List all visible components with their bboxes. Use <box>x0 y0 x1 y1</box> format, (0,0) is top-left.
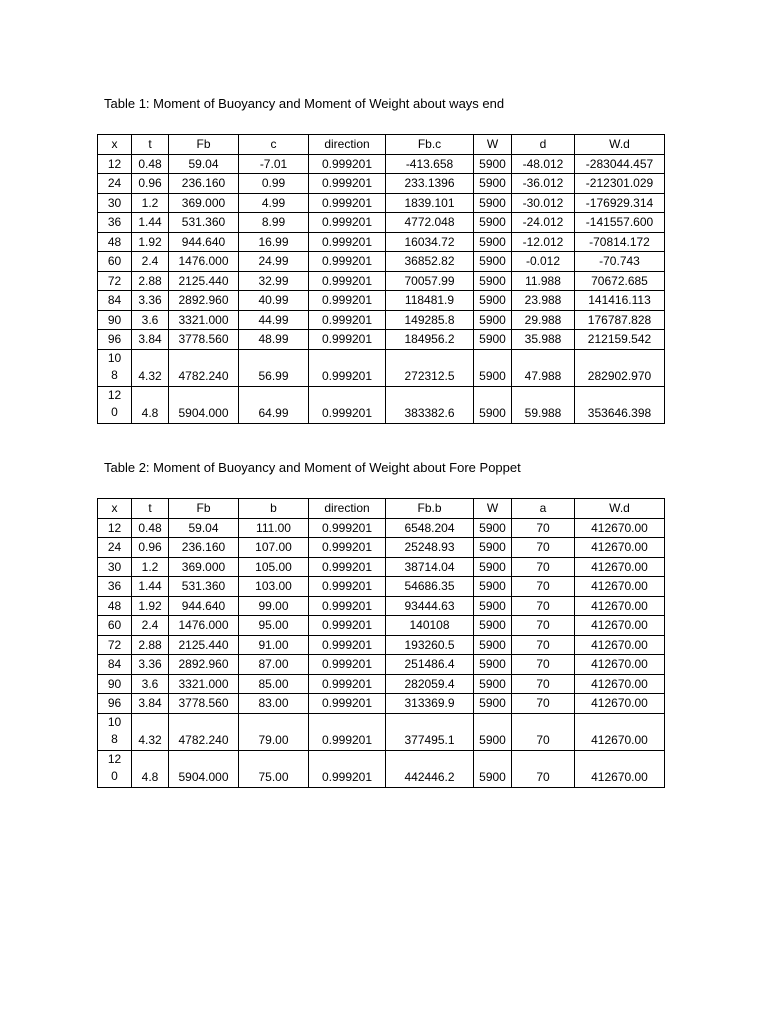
table-cell: 95.00 <box>239 616 309 636</box>
table-cell: 83.00 <box>239 694 309 714</box>
table-cell: 25248.93 <box>386 538 474 558</box>
column-header: W.d <box>575 499 665 519</box>
table-cell: 5900 <box>474 193 512 213</box>
table-cell: 0.999201 <box>309 694 386 714</box>
table-cell: 2125.440 <box>169 271 239 291</box>
table2-caption: Table 2: Moment of Buoyancy and Moment of Weight about Fore Poppet <box>104 460 521 475</box>
table-cell: 72 <box>98 635 132 655</box>
table1 <box>97 134 665 424</box>
table-cell: 0.999201 <box>309 213 386 233</box>
table-cell: 412670.00 <box>575 635 665 655</box>
table-cell: 5900 <box>474 596 512 616</box>
table-cell: 353646.398 <box>575 386 665 423</box>
column-header: Fb.c <box>386 135 474 155</box>
table-cell: 5900 <box>474 271 512 291</box>
table-cell: 3.6 <box>132 674 169 694</box>
table-cell: 1839.101 <box>386 193 474 213</box>
table-cell: 140108 <box>386 616 474 636</box>
table-cell: 1.2 <box>132 557 169 577</box>
table-cell: -176929.314 <box>575 193 665 213</box>
table-cell: 75.00 <box>239 750 309 787</box>
table-cell: 70 <box>512 674 575 694</box>
table-cell: 0.96 <box>132 174 169 194</box>
table-cell: 5900 <box>474 655 512 675</box>
table-cell: 79.00 <box>239 713 309 750</box>
table-cell: 70 <box>512 713 575 750</box>
table-cell: 24.99 <box>239 252 309 272</box>
table-cell: 2892.960 <box>169 291 239 311</box>
table-cell: 70 <box>512 557 575 577</box>
column-header: d <box>512 135 575 155</box>
table-cell: 0.999201 <box>309 557 386 577</box>
table-cell: 5900 <box>474 713 512 750</box>
table-cell: 30 <box>98 193 132 213</box>
column-header: x <box>98 499 132 519</box>
table-cell: 412670.00 <box>575 713 665 750</box>
table-cell: 12 0 <box>98 750 132 787</box>
table-cell: 48.99 <box>239 330 309 350</box>
table-cell: 0.48 <box>132 518 169 538</box>
table-cell: 70 <box>512 577 575 597</box>
table-cell: 2.4 <box>132 616 169 636</box>
table-cell: 149285.8 <box>386 310 474 330</box>
table-cell: 103.00 <box>239 577 309 597</box>
table-row <box>98 713 665 750</box>
table-row <box>98 154 665 174</box>
table-cell: 70 <box>512 635 575 655</box>
table-cell: 54686.35 <box>386 577 474 597</box>
column-header: c <box>239 135 309 155</box>
table-row <box>98 174 665 194</box>
table-cell: 3321.000 <box>169 674 239 694</box>
table-cell: 5900 <box>474 750 512 787</box>
table-row <box>98 213 665 233</box>
table-cell: 531.360 <box>169 577 239 597</box>
table-cell: 236.160 <box>169 174 239 194</box>
table-cell: 5900 <box>474 232 512 252</box>
table-cell: 0.999201 <box>309 713 386 750</box>
table-row <box>98 750 665 787</box>
table-cell: 272312.5 <box>386 349 474 386</box>
table-cell: 0.999201 <box>309 635 386 655</box>
column-header: b <box>239 499 309 519</box>
table-cell: 40.99 <box>239 291 309 311</box>
table-cell: 5900 <box>474 252 512 272</box>
table-cell: 5900 <box>474 310 512 330</box>
table-cell: 4.32 <box>132 713 169 750</box>
table-cell: 8.99 <box>239 213 309 233</box>
table-cell: 5900 <box>474 538 512 558</box>
table-cell: 23.988 <box>512 291 575 311</box>
table-cell: 0.48 <box>132 154 169 174</box>
table-cell: 16034.72 <box>386 232 474 252</box>
table-cell: 24 <box>98 174 132 194</box>
table-cell: 70 <box>512 750 575 787</box>
table-cell: 251486.4 <box>386 655 474 675</box>
table-cell: -0.012 <box>512 252 575 272</box>
table-cell: -212301.029 <box>575 174 665 194</box>
table-cell: 0.999201 <box>309 674 386 694</box>
table-cell: 377495.1 <box>386 713 474 750</box>
table-cell: 30 <box>98 557 132 577</box>
table-cell: 5900 <box>474 577 512 597</box>
table-cell: 2125.440 <box>169 635 239 655</box>
table-row <box>98 232 665 252</box>
table-cell: 0.999201 <box>309 750 386 787</box>
table-cell: 412670.00 <box>575 674 665 694</box>
table-cell: 944.640 <box>169 596 239 616</box>
table-cell: 3321.000 <box>169 310 239 330</box>
table-cell: 70 <box>512 596 575 616</box>
table-cell: -24.012 <box>512 213 575 233</box>
table-cell: 96 <box>98 694 132 714</box>
table-cell: 0.999201 <box>309 616 386 636</box>
column-header: a <box>512 499 575 519</box>
table-cell: 4.8 <box>132 750 169 787</box>
table-cell: 236.160 <box>169 538 239 558</box>
table1-header-row <box>98 135 665 155</box>
table-cell: 5900 <box>474 635 512 655</box>
table-cell: 85.00 <box>239 674 309 694</box>
table-cell: 5900 <box>474 674 512 694</box>
table-cell: 84 <box>98 291 132 311</box>
table-cell: 6548.204 <box>386 518 474 538</box>
table-cell: 70 <box>512 655 575 675</box>
table-cell: 32.99 <box>239 271 309 291</box>
column-header: direction <box>309 135 386 155</box>
table-row <box>98 694 665 714</box>
table-cell: 944.640 <box>169 232 239 252</box>
table-cell: 412670.00 <box>575 518 665 538</box>
table-cell: 0.999201 <box>309 232 386 252</box>
table-row <box>98 557 665 577</box>
table-cell: 11.988 <box>512 271 575 291</box>
table-cell: 47.988 <box>512 349 575 386</box>
table-cell: 36852.82 <box>386 252 474 272</box>
table-cell: 4.8 <box>132 386 169 423</box>
table-cell: 48 <box>98 596 132 616</box>
column-header: Fb <box>169 499 239 519</box>
table-cell: -70.743 <box>575 252 665 272</box>
table-cell: 90 <box>98 310 132 330</box>
table-cell: 2892.960 <box>169 655 239 675</box>
table-row <box>98 310 665 330</box>
table-cell: 5900 <box>474 291 512 311</box>
table-cell: -48.012 <box>512 154 575 174</box>
table-cell: 0.999201 <box>309 577 386 597</box>
table-cell: 38714.04 <box>386 557 474 577</box>
table-cell: 282902.970 <box>575 349 665 386</box>
table-cell: 412670.00 <box>575 694 665 714</box>
table-cell: 412670.00 <box>575 577 665 597</box>
column-header: W <box>474 135 512 155</box>
table-cell: 64.99 <box>239 386 309 423</box>
column-header: Fb.b <box>386 499 474 519</box>
table-cell: 282059.4 <box>386 674 474 694</box>
table-row <box>98 252 665 272</box>
table-cell: 12 <box>98 154 132 174</box>
table-cell: 16.99 <box>239 232 309 252</box>
table-cell: 93444.63 <box>386 596 474 616</box>
table-cell: 4782.240 <box>169 349 239 386</box>
table-cell: 5904.000 <box>169 750 239 787</box>
table-row <box>98 330 665 350</box>
table-cell: 5900 <box>474 694 512 714</box>
table-cell: 105.00 <box>239 557 309 577</box>
table-cell: 3.6 <box>132 310 169 330</box>
table-cell: 3778.560 <box>169 330 239 350</box>
table-cell: 3.36 <box>132 291 169 311</box>
table-cell: 5900 <box>474 386 512 423</box>
table-cell: 4772.048 <box>386 213 474 233</box>
table-cell: 0.999201 <box>309 174 386 194</box>
table-cell: 531.360 <box>169 213 239 233</box>
table-cell: 1.92 <box>132 232 169 252</box>
table-cell: 0.999201 <box>309 349 386 386</box>
column-header: t <box>132 499 169 519</box>
column-header: Fb <box>169 135 239 155</box>
table-cell: 87.00 <box>239 655 309 675</box>
table-cell: 412670.00 <box>575 616 665 636</box>
table-cell: 3778.560 <box>169 694 239 714</box>
table-row <box>98 674 665 694</box>
table-cell: 176787.828 <box>575 310 665 330</box>
table-cell: 0.99 <box>239 174 309 194</box>
table-cell: -7.01 <box>239 154 309 174</box>
table-cell: 118481.9 <box>386 291 474 311</box>
table-cell: -141557.600 <box>575 213 665 233</box>
table-cell: 96 <box>98 330 132 350</box>
table-cell: 0.999201 <box>309 655 386 675</box>
table-cell: 212159.542 <box>575 330 665 350</box>
table-row <box>98 271 665 291</box>
table-cell: 107.00 <box>239 538 309 558</box>
column-header: t <box>132 135 169 155</box>
table-cell: 70 <box>512 538 575 558</box>
table-cell: 412670.00 <box>575 538 665 558</box>
table-cell: 369.000 <box>169 557 239 577</box>
table-cell: 70 <box>512 616 575 636</box>
table-cell: 369.000 <box>169 193 239 213</box>
table-cell: 5900 <box>474 174 512 194</box>
table-cell: 99.00 <box>239 596 309 616</box>
table-cell: 10 8 <box>98 349 132 386</box>
table-cell: 35.988 <box>512 330 575 350</box>
table-cell: 233.1396 <box>386 174 474 194</box>
table-cell: 1.44 <box>132 213 169 233</box>
table-cell: 5900 <box>474 518 512 538</box>
table-cell: 59.04 <box>169 518 239 538</box>
table-cell: 1.2 <box>132 193 169 213</box>
table-cell: 2.4 <box>132 252 169 272</box>
table-cell: 90 <box>98 674 132 694</box>
table-cell: 72 <box>98 271 132 291</box>
table-cell: 1.44 <box>132 577 169 597</box>
table-cell: 442446.2 <box>386 750 474 787</box>
table-cell: 4782.240 <box>169 713 239 750</box>
table-cell: 5904.000 <box>169 386 239 423</box>
table-cell: 412670.00 <box>575 557 665 577</box>
table-cell: 91.00 <box>239 635 309 655</box>
table-row <box>98 518 665 538</box>
table-cell: 412670.00 <box>575 750 665 787</box>
table-row <box>98 635 665 655</box>
table-cell: -70814.172 <box>575 232 665 252</box>
table-cell: 0.999201 <box>309 386 386 423</box>
table2-header-row <box>98 499 665 519</box>
table-cell: 0.999201 <box>309 252 386 272</box>
table-cell: 0.999201 <box>309 538 386 558</box>
table-row <box>98 349 665 386</box>
table-row <box>98 616 665 636</box>
table-cell: 59.988 <box>512 386 575 423</box>
table-cell: 111.00 <box>239 518 309 538</box>
table-cell: 29.988 <box>512 310 575 330</box>
table-cell: 0.96 <box>132 538 169 558</box>
table-cell: 5900 <box>474 349 512 386</box>
table-cell: 5900 <box>474 557 512 577</box>
table-cell: 4.99 <box>239 193 309 213</box>
table-cell: 5900 <box>474 213 512 233</box>
table1-caption: Table 1: Moment of Buoyancy and Moment of Weight about ways end <box>104 96 505 111</box>
table-cell: 5900 <box>474 330 512 350</box>
column-header: W.d <box>575 135 665 155</box>
table-cell: 60 <box>98 616 132 636</box>
table-cell: 1.92 <box>132 596 169 616</box>
table-cell: 193260.5 <box>386 635 474 655</box>
table-cell: 84 <box>98 655 132 675</box>
table-cell: -413.658 <box>386 154 474 174</box>
table-cell: 60 <box>98 252 132 272</box>
table-cell: 12 <box>98 518 132 538</box>
column-header: x <box>98 135 132 155</box>
table-cell: 5900 <box>474 616 512 636</box>
table-cell: 36 <box>98 577 132 597</box>
table-cell: 141416.113 <box>575 291 665 311</box>
table-cell: 56.99 <box>239 349 309 386</box>
table-cell: 59.04 <box>169 154 239 174</box>
table-cell: 2.88 <box>132 635 169 655</box>
table-cell: 412670.00 <box>575 596 665 616</box>
table-cell: 48 <box>98 232 132 252</box>
table-cell: 0.999201 <box>309 291 386 311</box>
table-cell: 70672.685 <box>575 271 665 291</box>
column-header: W <box>474 499 512 519</box>
table-cell: 70057.99 <box>386 271 474 291</box>
table-cell: 4.32 <box>132 349 169 386</box>
table-cell: 313369.9 <box>386 694 474 714</box>
table-row <box>98 596 665 616</box>
table-cell: 10 8 <box>98 713 132 750</box>
table-cell: 0.999201 <box>309 310 386 330</box>
table-cell: 0.999201 <box>309 193 386 213</box>
table-cell: -30.012 <box>512 193 575 213</box>
table-cell: 24 <box>98 538 132 558</box>
table-cell: 36 <box>98 213 132 233</box>
table-cell: 412670.00 <box>575 655 665 675</box>
table2 <box>97 498 665 788</box>
table-cell: 0.999201 <box>309 596 386 616</box>
table-cell: 3.84 <box>132 330 169 350</box>
table-cell: 12 0 <box>98 386 132 423</box>
table-cell: 5900 <box>474 154 512 174</box>
table-cell: -12.012 <box>512 232 575 252</box>
table-cell: 70 <box>512 694 575 714</box>
table-cell: 0.999201 <box>309 518 386 538</box>
table-cell: 184956.2 <box>386 330 474 350</box>
table-cell: 2.88 <box>132 271 169 291</box>
table-cell: 0.999201 <box>309 154 386 174</box>
table-cell: 1476.000 <box>169 616 239 636</box>
table-cell: -36.012 <box>512 174 575 194</box>
column-header: direction <box>309 499 386 519</box>
table-row <box>98 291 665 311</box>
table-cell: 0.999201 <box>309 330 386 350</box>
table-cell: 0.999201 <box>309 271 386 291</box>
table-cell: 3.84 <box>132 694 169 714</box>
table-cell: 383382.6 <box>386 386 474 423</box>
table-cell: 44.99 <box>239 310 309 330</box>
table-row <box>98 386 665 423</box>
table-row <box>98 577 665 597</box>
table-row <box>98 655 665 675</box>
table-cell: -283044.457 <box>575 154 665 174</box>
table-cell: 70 <box>512 518 575 538</box>
table-cell: 3.36 <box>132 655 169 675</box>
table-cell: 1476.000 <box>169 252 239 272</box>
table-row <box>98 193 665 213</box>
table-row <box>98 538 665 558</box>
